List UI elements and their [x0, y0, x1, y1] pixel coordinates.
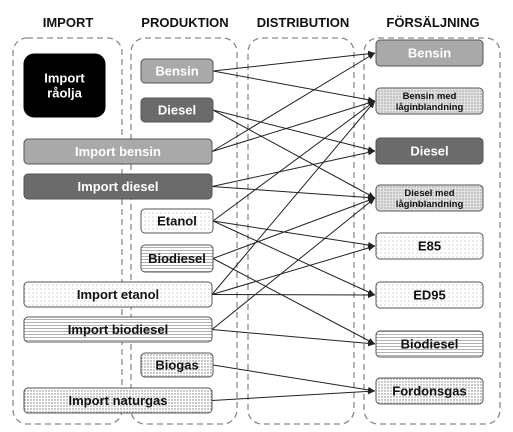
node-import-bensin — [24, 139, 212, 164]
node-import-raolja — [24, 54, 105, 117]
node-label-import-etanol: Import etanol — [76, 287, 160, 303]
node-label-biodiesel-sale: Biodiesel — [400, 336, 459, 352]
node-label-import-diesel: Import diesel — [77, 179, 159, 195]
node-label-etanol-prod: Etanol — [157, 213, 197, 229]
node-etanol-prod — [141, 209, 213, 233]
node-label-import-raolja-line2: råolja — [47, 85, 82, 101]
node-label-import-biodiesel: Import biodiesel — [67, 322, 169, 338]
node-label-diesel-prod: Diesel — [157, 102, 197, 118]
node-label-import-bensin: Import bensin — [75, 144, 161, 160]
node-label-diesel-sale: Diesel — [410, 143, 449, 159]
node-label-bensin-lag-line2: låginblandning — [395, 101, 464, 113]
node-diesel-prod — [141, 98, 213, 122]
node-diesel-sale — [376, 138, 483, 164]
flow-arrow-etanol-prod-to-bensin-lag — [213, 101, 375, 221]
node-ed95 — [376, 282, 483, 308]
node-bensin-sale — [376, 40, 483, 66]
flow-arrow-biodiesel-prod-to-biodiesel-sale — [213, 259, 375, 345]
node-label-bensin-sale: Bensin — [407, 45, 452, 61]
node-bensin-prod — [141, 59, 213, 83]
node-import-etanol — [24, 282, 212, 307]
node-label-import-raolja-line1: Import — [44, 70, 85, 86]
node-label-bensin-lag-line1: Bensin med — [402, 90, 457, 102]
flow-arrow-import-etanol-to-ed95 — [212, 295, 375, 296]
node-label-bensin-prod: Bensin — [155, 63, 199, 79]
column-title-distribution: DISTRIBUTION — [256, 15, 350, 30]
node-label-diesel-lag-line1: Diesel med — [404, 187, 455, 199]
node-label-diesel-lag-line2: låginblandning — [395, 198, 464, 210]
node-label-ed95: ED95 — [413, 287, 446, 303]
node-diesel-lag — [376, 185, 483, 211]
column-title-forsaljning: FÖRSÄLJNING — [386, 15, 480, 30]
node-label-import-naturgas: Import naturgas — [68, 393, 168, 409]
node-label-biogas-prod: Biogas — [155, 357, 199, 373]
node-import-naturgas — [24, 388, 212, 413]
node-biodiesel-prod — [141, 245, 213, 272]
flow-nodes — [24, 40, 483, 413]
node-label-e85: E85 — [417, 238, 442, 254]
node-biodiesel-sale — [376, 331, 483, 357]
node-fordonsgas — [376, 378, 483, 404]
column-title-import: IMPORT — [42, 15, 94, 30]
node-import-diesel — [24, 174, 212, 199]
node-import-biodiesel — [24, 317, 212, 342]
node-label-fordonsgas: Fordonsgas — [392, 383, 467, 399]
column-title-produktion: PRODUKTION — [141, 15, 229, 30]
node-bensin-lag — [376, 88, 483, 114]
lane-distribution — [248, 38, 354, 424]
node-e85 — [376, 233, 483, 259]
node-label-biodiesel-prod: Biodiesel — [148, 251, 206, 267]
node-biogas-prod — [141, 353, 213, 377]
